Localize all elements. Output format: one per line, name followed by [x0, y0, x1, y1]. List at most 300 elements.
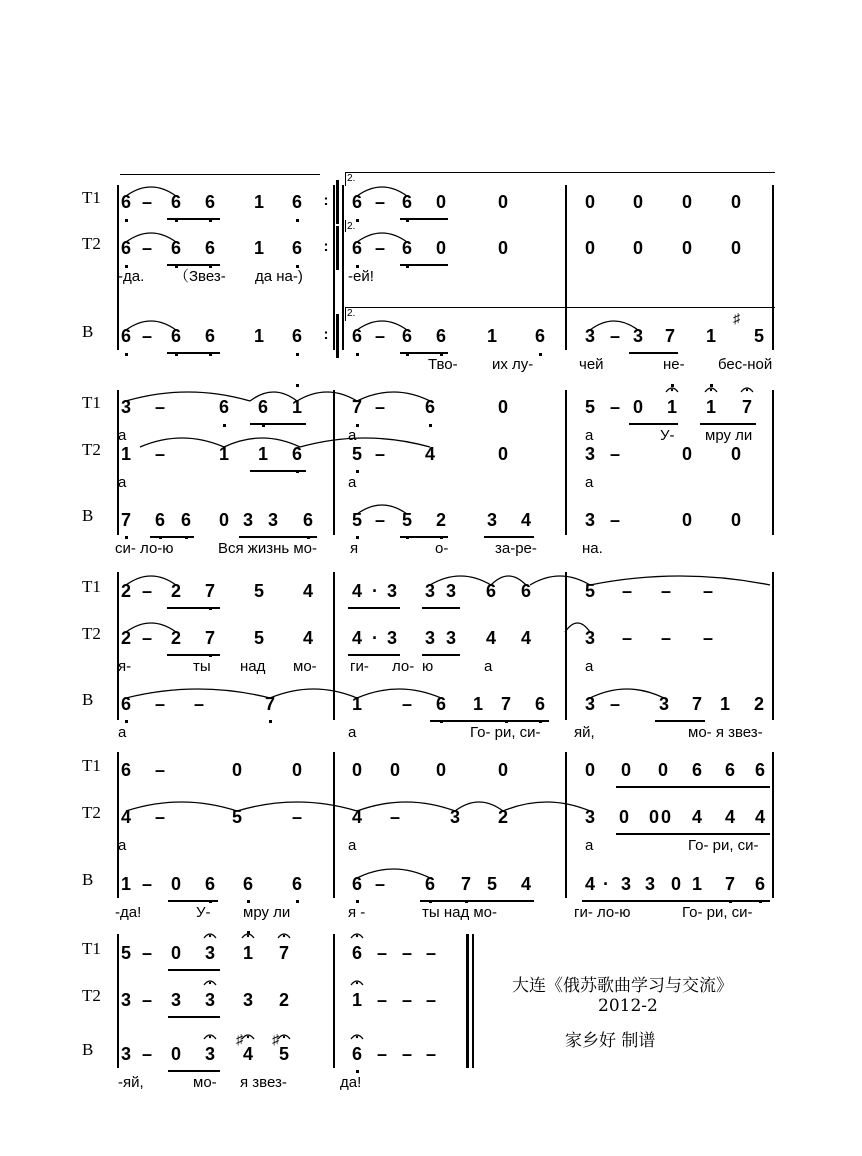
- note: 3: [204, 1044, 216, 1064]
- slur: [357, 505, 407, 514]
- note: 0: [584, 192, 596, 212]
- note: 0: [351, 760, 363, 780]
- note: 5: [253, 628, 265, 648]
- note: 0: [730, 510, 742, 530]
- note: 6: [435, 694, 447, 714]
- note: 0: [497, 760, 509, 780]
- note: –: [425, 943, 437, 963]
- note: 7: [664, 326, 676, 346]
- lyric: а: [348, 837, 357, 854]
- slur: [126, 187, 176, 196]
- note: 3: [584, 326, 596, 346]
- note: –: [702, 581, 714, 601]
- part-label-t2: T2: [82, 986, 101, 1005]
- volta-label: 2.: [347, 308, 356, 319]
- note: 4: [724, 807, 736, 827]
- lyric: （Звез-: [174, 268, 226, 285]
- lyric: а: [484, 658, 493, 675]
- note: 1: [351, 694, 363, 714]
- note: 3: [620, 874, 632, 894]
- octave-dot: [125, 219, 128, 222]
- note: 3: [386, 628, 398, 648]
- note: –: [401, 990, 413, 1010]
- note: 1: [351, 990, 363, 1010]
- slur: [357, 689, 441, 698]
- note: –: [141, 238, 153, 258]
- note: 3: [584, 628, 596, 648]
- slur: [530, 576, 590, 585]
- note: 3: [242, 990, 254, 1010]
- note: –: [374, 192, 386, 212]
- lyric: ги- ло-ю: [574, 904, 631, 921]
- note: –: [141, 326, 153, 346]
- note: 0: [618, 807, 630, 827]
- octave-dot: [247, 900, 250, 903]
- note: 4: [691, 807, 703, 827]
- slur: [270, 689, 357, 698]
- note: 3: [584, 807, 596, 827]
- note: 3: [449, 807, 461, 827]
- note: 6: [424, 874, 436, 894]
- slur: [126, 233, 176, 242]
- note: 4: [351, 628, 363, 648]
- note: 6: [351, 943, 363, 963]
- note: 6: [754, 760, 766, 780]
- note: –: [141, 192, 153, 212]
- note: –: [374, 397, 386, 417]
- octave-dot: [125, 720, 128, 723]
- note: 4: [754, 807, 766, 827]
- note: 7: [204, 581, 216, 601]
- lyric: а: [585, 837, 594, 854]
- note: –: [154, 694, 166, 714]
- note: 0: [681, 238, 693, 258]
- octave-dot: [729, 900, 732, 903]
- note: 0: [218, 510, 230, 530]
- lyric: над: [240, 658, 266, 675]
- note: 5: [253, 581, 265, 601]
- slur: [455, 802, 503, 811]
- note: 6: [401, 192, 413, 212]
- lyric: чей: [579, 356, 604, 373]
- octave-dot: [262, 424, 265, 427]
- note: –: [660, 581, 672, 601]
- lyric: мру ли: [243, 904, 291, 921]
- note: 5: [278, 1044, 290, 1064]
- octave-dot: [406, 536, 409, 539]
- note: 0: [670, 874, 682, 894]
- note: 1: [257, 444, 269, 464]
- sharp-sign: ♯: [272, 1031, 279, 1047]
- octave-dot: [296, 353, 299, 356]
- note: 6: [401, 326, 413, 346]
- note: –: [621, 581, 633, 601]
- note: 3: [170, 990, 182, 1010]
- credit-date: 2012-2: [598, 996, 658, 1016]
- octave-dot: [356, 470, 359, 473]
- note: 7: [724, 874, 736, 894]
- lyric: ты над мо-: [422, 904, 498, 921]
- note: 3: [632, 326, 644, 346]
- lyric: ло-: [392, 658, 415, 675]
- note: 4: [242, 1044, 254, 1064]
- lyric: мру ли: [705, 427, 753, 444]
- note: 6: [302, 510, 314, 530]
- note: 5: [351, 510, 363, 530]
- note: 0: [435, 760, 447, 780]
- note: 0: [497, 192, 509, 212]
- lyric: Вся жизнь мо-: [218, 540, 318, 557]
- lyric: Го- ри, си-: [470, 724, 541, 741]
- lyric: -да!: [115, 904, 142, 921]
- slur: [590, 689, 664, 698]
- credit-source: 大连《俄苏歌曲学习与交流》: [512, 976, 733, 996]
- octave-dot: [465, 900, 468, 903]
- note: –: [401, 694, 413, 714]
- note: 3: [386, 581, 398, 601]
- slur: [565, 623, 590, 632]
- note: 5: [584, 581, 596, 601]
- slur: [430, 576, 491, 585]
- lyric: а: [585, 658, 594, 675]
- octave-dot: [406, 265, 409, 268]
- note: 7: [351, 397, 363, 417]
- note: –: [141, 943, 153, 963]
- note: –: [141, 581, 153, 601]
- note: 5: [401, 510, 413, 530]
- note: 6: [351, 192, 363, 212]
- lyric: мо-: [293, 658, 317, 675]
- note: 2: [120, 628, 132, 648]
- lyric: мо- я звез-: [688, 724, 763, 741]
- note: 0: [170, 1044, 182, 1064]
- sharp-sign: ♯: [236, 1031, 243, 1047]
- octave-dot: [209, 900, 212, 903]
- note: 6: [120, 694, 132, 714]
- octave-dot: [296, 470, 299, 473]
- note: 1: [253, 192, 265, 212]
- note: 4: [584, 874, 596, 894]
- note: –: [425, 1044, 437, 1064]
- note: –: [609, 444, 621, 464]
- note: 0: [648, 807, 660, 827]
- note: 7: [120, 510, 132, 530]
- note: 4: [351, 581, 363, 601]
- lyric: а: [585, 474, 594, 491]
- note: 3: [658, 694, 670, 714]
- lyric: за-ре-: [495, 540, 537, 557]
- note: 6: [351, 1044, 363, 1064]
- octave-dot: [440, 720, 443, 723]
- part-label-b: B: [82, 322, 94, 341]
- lyric: на.: [582, 540, 603, 557]
- slur: [300, 438, 430, 447]
- note: 4: [351, 807, 363, 827]
- note: 7: [264, 694, 276, 714]
- note: 6: [170, 192, 182, 212]
- octave-dot: [159, 536, 162, 539]
- note: –: [193, 694, 205, 714]
- note: 1: [253, 238, 265, 258]
- note: 3: [242, 510, 254, 530]
- fermata-dot: [356, 1036, 358, 1038]
- note: 1: [218, 444, 230, 464]
- octave-dot: [307, 536, 310, 539]
- note: 6: [754, 874, 766, 894]
- octave-dot: [356, 1070, 359, 1073]
- note: 6: [204, 192, 216, 212]
- note: 3: [445, 581, 457, 601]
- note: 0: [681, 444, 693, 464]
- note: 6: [120, 238, 132, 258]
- octave-dot: [296, 900, 299, 903]
- repeat-dots: :: [323, 238, 329, 255]
- note: 3: [120, 990, 132, 1010]
- note: 4: [520, 874, 532, 894]
- octave-dot: [209, 265, 212, 268]
- slur: [590, 576, 770, 585]
- octave-dot: [209, 353, 212, 356]
- fermata-dot: [746, 389, 748, 391]
- lyric: бес-ной: [718, 356, 773, 373]
- octave-dot: [406, 219, 409, 222]
- part-label-t1: T1: [82, 188, 101, 207]
- note: 4: [520, 628, 532, 648]
- note: 0: [730, 238, 742, 258]
- note: 6: [291, 874, 303, 894]
- note: 3: [424, 628, 436, 648]
- lyric: я-: [118, 658, 132, 675]
- note: 0: [584, 760, 596, 780]
- octave-dot: [759, 900, 762, 903]
- note: 0: [497, 238, 509, 258]
- note: 6: [204, 238, 216, 258]
- note: 4: [302, 628, 314, 648]
- note: 6: [204, 326, 216, 346]
- note: –: [609, 326, 621, 346]
- part-label-t1: T1: [82, 939, 101, 958]
- fermata-dot: [671, 389, 673, 391]
- note: 7: [741, 397, 753, 417]
- lyric: их лу-: [492, 356, 534, 373]
- note: –: [609, 694, 621, 714]
- note: 6: [170, 326, 182, 346]
- note: 7: [500, 694, 512, 714]
- note: 6: [724, 760, 736, 780]
- part-label-t1: T1: [82, 756, 101, 775]
- octave-dot: [269, 720, 272, 723]
- note: 0: [231, 760, 243, 780]
- note: –: [621, 628, 633, 648]
- lyric: У-: [660, 427, 675, 444]
- fermata-dot: [209, 982, 211, 984]
- note: 6: [291, 444, 303, 464]
- repeat-dots: :: [323, 192, 329, 209]
- note: 3: [644, 874, 656, 894]
- fermata-dot: [209, 935, 211, 937]
- part-label-b: B: [82, 690, 94, 709]
- octave-dot: [356, 900, 359, 903]
- lyric: я: [350, 540, 359, 557]
- octave-dot: [175, 353, 178, 356]
- lyric: ты: [193, 658, 211, 675]
- fermata-dot: [247, 1036, 249, 1038]
- part-label-b: B: [82, 1040, 94, 1059]
- fermata-dot: [356, 935, 358, 937]
- note: 1: [242, 943, 254, 963]
- fermata-dot: [247, 935, 249, 937]
- lyric: яй,: [574, 724, 595, 741]
- octave-dot: [539, 353, 542, 356]
- octave-dot: [209, 607, 212, 610]
- note: –: [154, 807, 166, 827]
- note: –: [401, 943, 413, 963]
- note: 1: [291, 397, 303, 417]
- fermata-dot: [209, 1036, 211, 1038]
- note: 0: [291, 760, 303, 780]
- slur: [126, 689, 270, 698]
- slur: [126, 623, 176, 632]
- note: 0: [389, 760, 401, 780]
- octave-dot: [125, 536, 128, 539]
- lyric: да на-): [255, 268, 303, 285]
- lyric: да!: [340, 1074, 362, 1091]
- note: 1: [120, 444, 132, 464]
- note: 5: [486, 874, 498, 894]
- note: ·: [603, 874, 609, 894]
- octave-dot: [223, 424, 226, 427]
- note: 1: [705, 326, 717, 346]
- note: 6: [242, 874, 254, 894]
- volta-label: 2.: [347, 221, 356, 232]
- octave-dot: [356, 265, 359, 268]
- note: 5: [584, 397, 596, 417]
- octave-dot: [356, 219, 359, 222]
- lyric: мо-: [193, 1074, 217, 1091]
- octave-dot: [356, 353, 359, 356]
- octave-dot: [125, 353, 128, 356]
- note: 0: [681, 192, 693, 212]
- lyric: а: [118, 837, 127, 854]
- lyric: а: [348, 724, 357, 741]
- octave-dot: [505, 720, 508, 723]
- slur: [140, 438, 224, 447]
- slur: [357, 187, 407, 196]
- slur: [357, 802, 455, 811]
- note: 6: [401, 238, 413, 258]
- note: 0: [620, 760, 632, 780]
- octave-dot: [175, 265, 178, 268]
- note: 7: [204, 628, 216, 648]
- note: 0: [497, 397, 509, 417]
- octave-dot: [296, 265, 299, 268]
- part-label-t1: T1: [82, 393, 101, 412]
- note: 4: [302, 581, 314, 601]
- note: –: [141, 874, 153, 894]
- lyric: я -: [348, 904, 366, 921]
- note: 0: [681, 510, 693, 530]
- note: 3: [445, 628, 457, 648]
- note: –: [376, 990, 388, 1010]
- note: 5: [120, 943, 132, 963]
- note: 3: [120, 397, 132, 417]
- slur: [126, 802, 237, 811]
- lyric: а: [348, 427, 357, 444]
- note: ·: [372, 581, 378, 601]
- note: –: [154, 760, 166, 780]
- note: 0: [435, 238, 447, 258]
- note: –: [425, 990, 437, 1010]
- octave-dot: [356, 536, 359, 539]
- note: 2: [278, 990, 290, 1010]
- note: 5: [231, 807, 243, 827]
- lyric: Го- ри, си-: [688, 837, 759, 854]
- octave-dot: [440, 536, 443, 539]
- lyric: Тво-: [428, 356, 458, 373]
- note: 6: [691, 760, 703, 780]
- slur: [357, 321, 407, 330]
- sharp-sign: ♯: [733, 310, 740, 326]
- note: 1: [120, 874, 132, 894]
- lyric: -яй,: [118, 1074, 144, 1091]
- note: 1: [705, 397, 717, 417]
- slur: [126, 576, 176, 585]
- note: 5: [753, 326, 765, 346]
- slur: [297, 392, 357, 401]
- note: 4: [520, 510, 532, 530]
- note: 2: [170, 628, 182, 648]
- note: –: [374, 510, 386, 530]
- note: 0: [632, 192, 644, 212]
- note: 0: [632, 238, 644, 258]
- slur: [503, 802, 590, 811]
- note: 2: [497, 807, 509, 827]
- note: –: [376, 1044, 388, 1064]
- lyric: У-: [196, 904, 211, 921]
- note: 4: [485, 628, 497, 648]
- lyric: я звез-: [240, 1074, 287, 1091]
- note: –: [291, 807, 303, 827]
- octave-dot: [209, 654, 212, 657]
- note: –: [660, 628, 672, 648]
- note: 0: [170, 874, 182, 894]
- note: 6: [351, 238, 363, 258]
- note: –: [154, 397, 166, 417]
- octave-dot: [125, 265, 128, 268]
- note: 6: [291, 326, 303, 346]
- lyric: а: [585, 427, 594, 444]
- note: 6: [291, 238, 303, 258]
- note: 6: [534, 326, 546, 346]
- note: 0: [657, 760, 669, 780]
- slur: [237, 802, 357, 811]
- lyric: ги-: [350, 658, 369, 675]
- note: –: [609, 510, 621, 530]
- lyric: ю: [422, 658, 434, 675]
- note: 0: [730, 192, 742, 212]
- fermata-dot: [356, 982, 358, 984]
- octave-dot: [671, 384, 674, 387]
- note: 1: [486, 326, 498, 346]
- note: 6: [424, 397, 436, 417]
- note: 6: [120, 326, 132, 346]
- octave-dot: [429, 424, 432, 427]
- note: 5: [351, 444, 363, 464]
- note: –: [141, 990, 153, 1010]
- slur: [357, 392, 430, 401]
- note: 4: [120, 807, 132, 827]
- lyric: а: [118, 724, 127, 741]
